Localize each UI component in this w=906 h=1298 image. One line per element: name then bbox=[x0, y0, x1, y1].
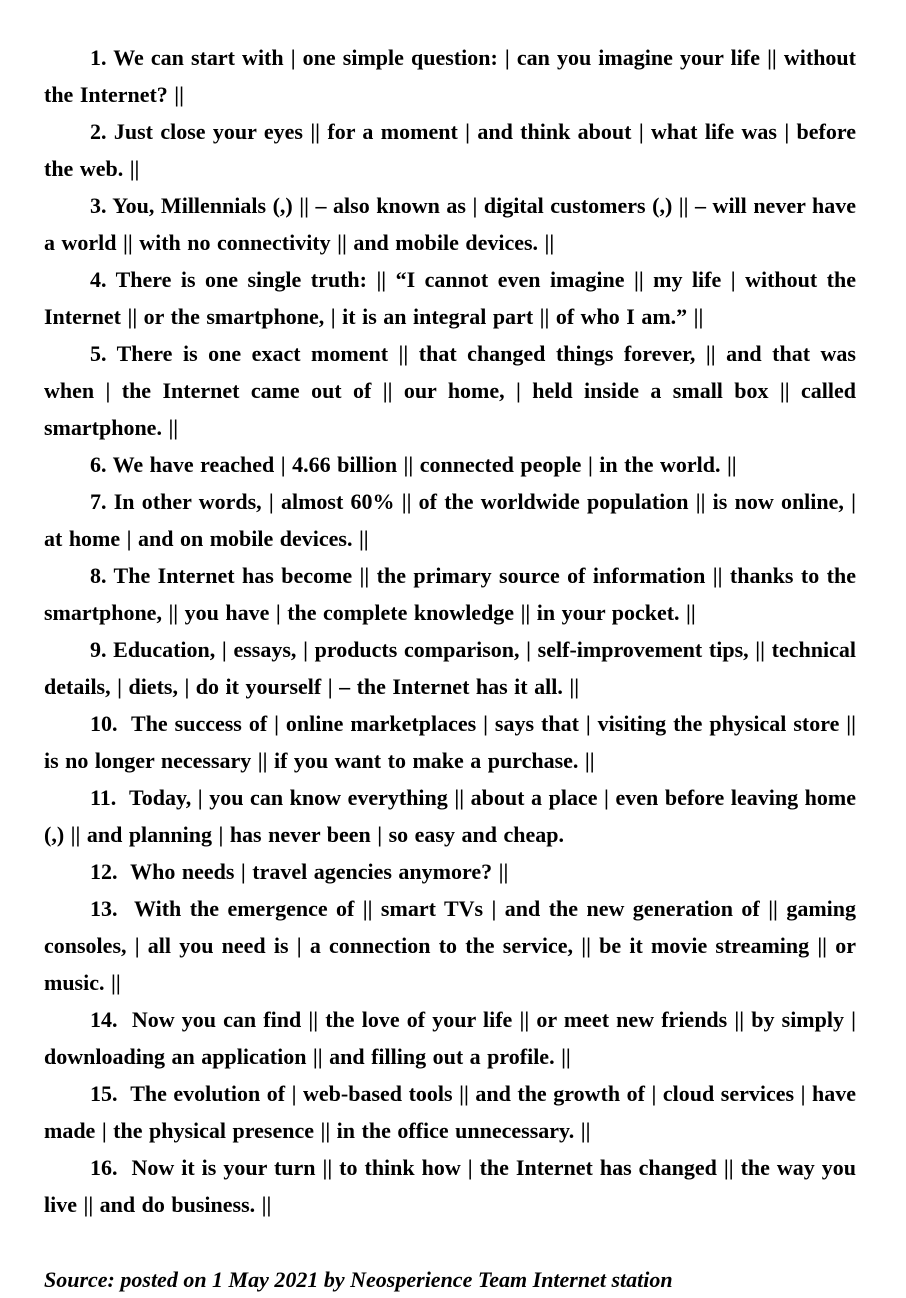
sentence-12: 12. Who needs | travel agencies anymore? || bbox=[90, 859, 509, 884]
sentence-13: 13. With the emergence of || smart TVs | and the new generation of || gaming consoles, | all you need is | a connection to the service, || be it movie streaming || or music. || bbox=[44, 896, 856, 995]
sentence-1: 1. We can start with | one simple question: | can you imagine your life || without the Internet? || bbox=[44, 45, 856, 107]
sentence-11: 11. Today, | you can know everything || about a place | even before leaving home (,) || and planning | has never been | so easy and cheap. bbox=[44, 785, 856, 847]
sentence-6: 6. We have reached | 4.66 billion || connected people | in the world. || bbox=[90, 452, 737, 477]
sentence-9: 9. Education, | essays, | products comparison, | self-improvement tips, || technical details, | diets, | do it yourself | – the Internet has it all. || bbox=[44, 637, 856, 699]
sentence-15: 15. The evolution of | web-based tools || and the growth of | cloud services | have made | the physical presence || in the office unnecessary. || bbox=[44, 1081, 856, 1143]
text-body bbox=[44, 39, 856, 1298]
sentence-5: 5. There is one exact moment || that changed things forever, || and that was when | the Internet came out of || our home, | held inside a small box || called smartphone. || bbox=[44, 341, 856, 440]
sentence-4: 4. There is one single truth: || “I cannot even imagine || my life | without the Internet || or the smartphone, | it is an integral part || of who I am.” || bbox=[44, 267, 856, 329]
sentence-3: 3. You, Millennials (,) || – also known as | digital customers (,) || – will never have a world || with no connectivity || and mobile devices. || bbox=[44, 193, 856, 255]
sentence-8: 8. The Internet has become || the primary source of information || thanks to the smartphone, || you have | the complete knowledge || in your pocket. || bbox=[44, 563, 856, 625]
source-line: Source: posted on 1 May 2021 by Neosperience Team Internet station bbox=[44, 1267, 673, 1292]
sentence-16: 16. Now it is your turn || to think how | the Internet has changed || the way you live || and do business. || bbox=[44, 1155, 856, 1217]
sentence-7: 7. In other words, | almost 60% || of the worldwide population || is now online, | at home | and on mobile devices. || bbox=[44, 489, 856, 551]
sentence-2: 2. Just close your eyes || for a moment | and think about | what life was | before the web. || bbox=[44, 119, 856, 181]
sentence-10: 10. The success of | online marketplaces | says that | visiting the physical store || is no longer necessary || if you want to make a purchase. || bbox=[44, 711, 856, 773]
sentence-14: 14. Now you can find || the love of your life || or meet new friends || by simply | downloading an application || and filling out a profile. || bbox=[44, 1007, 856, 1069]
